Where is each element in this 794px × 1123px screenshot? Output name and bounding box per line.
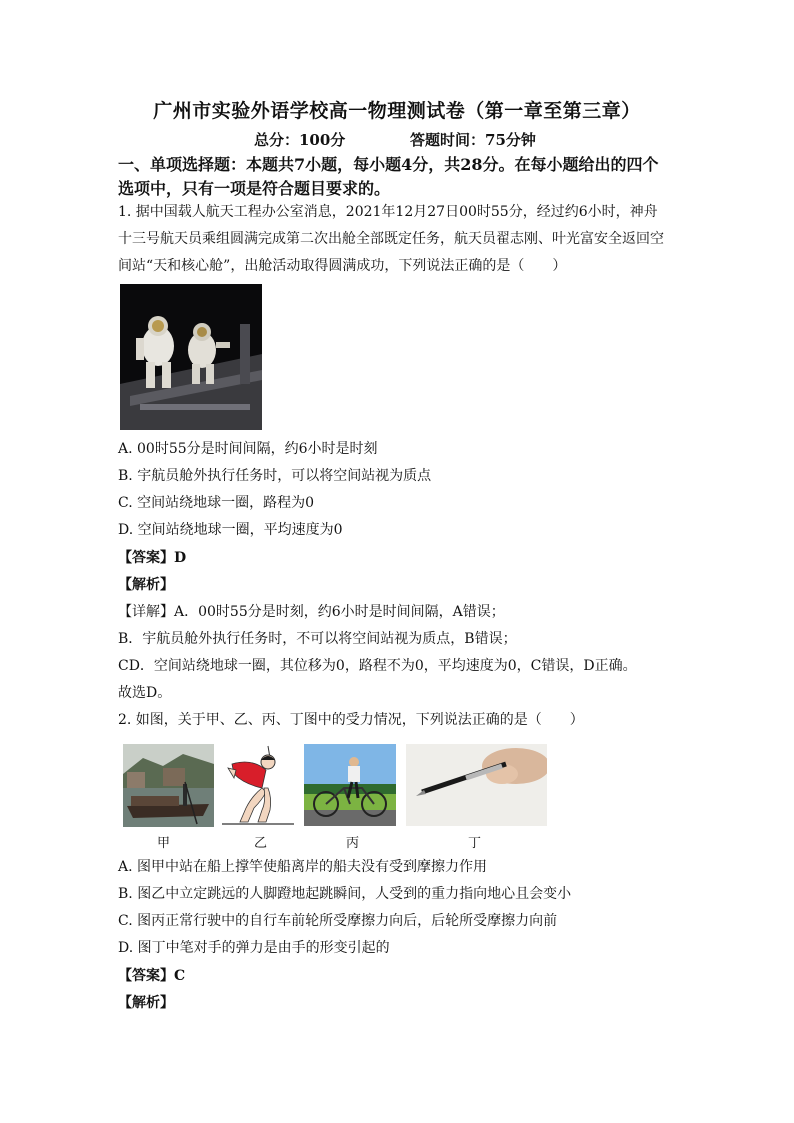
q1-stem-line2: 十三号航天员乘组圆满完成第二次出舱全部既定任务，航天员翟志刚、叶光富安全返回空 xyxy=(118,231,664,247)
q1-answer: 【答案】D xyxy=(118,550,187,566)
caption-bing: 丙 xyxy=(346,836,360,851)
q1-detail-line2: B．宇航员舱外执行任务时，不可以将空间站视为质点，B错误； xyxy=(118,631,517,647)
figure-jia-boat xyxy=(123,744,214,827)
figure-ding-pen xyxy=(406,744,547,826)
q2-answer: 【答案】C xyxy=(118,968,186,984)
q2-option-b: B. 图乙中立定跳远的人脚蹬地起跳瞬间，人受到的重力指向地心且会变小 xyxy=(118,886,572,902)
astronaut-photo xyxy=(120,284,262,430)
q2-option-a: A. 图甲中站在船上撑竿使船离岸的船夫没有受到摩擦力作用 xyxy=(118,859,488,875)
q1-option-a: A. 00时55分是时间间隔，约6小时是时刻 xyxy=(118,441,378,457)
cyclist-illustration xyxy=(304,744,396,826)
section-heading-line2: 选项中，只有一项是符合题目要求的。 xyxy=(118,179,391,198)
caption-jia: 甲 xyxy=(157,836,171,851)
q1-analysis-label: 【解析】 xyxy=(118,577,174,593)
q1-option-b: B. 宇航员舱外执行任务时，可以将空间站视为质点 xyxy=(118,468,432,484)
boat-illustration xyxy=(123,744,214,827)
q2-option-c: C. 图丙正常行驶中的自行车前轮所受摩擦力向后，后轮所受摩擦力向前 xyxy=(118,913,558,929)
section-heading-line1: 一、单项选择题：本题共7小题，每小题4分，共28分。在每小题给出的四个 xyxy=(118,155,659,174)
caption-ding: 丁 xyxy=(468,836,482,851)
q1-detail-line4: 故选D。 xyxy=(118,685,172,701)
figure-bing-cyclist xyxy=(304,744,396,826)
pen-illustration xyxy=(406,744,547,826)
q2-option-d: D. 图丁中笔对手的弹力是由手的形变引起的 xyxy=(118,940,390,956)
caption-yi: 乙 xyxy=(254,836,268,851)
q2-stem: 2. 如图，关于甲、乙、丙、丁图中的受力情况，下列说法正确的是（ ） xyxy=(118,712,584,728)
q2-analysis-label: 【解析】 xyxy=(118,995,174,1011)
q1-option-c: C. 空间站绕地球一圈，路程为0 xyxy=(118,495,315,511)
figure-yi-jumper xyxy=(222,744,294,826)
q1-option-d: D. 空间站绕地球一圈，平均速度为0 xyxy=(118,522,343,538)
total-score: 总分：100分 xyxy=(254,131,346,149)
time-limit: 答题时间：75分钟 xyxy=(410,131,536,149)
jumper-illustration xyxy=(222,744,294,826)
q1-detail-line3: CD．空间站绕地球一圈，其位移为0，路程不为0，平均速度为0，C错误，D正确。 xyxy=(118,658,637,674)
q1-detail-line1: 【详解】A．00时55分是时刻，约6小时是时间间隔，A错误； xyxy=(118,604,505,620)
q1-stem-line1: 1. 据中国载人航天工程办公室消息，2021年12月27日00时55分，经过约6小时，神舟 xyxy=(118,204,658,220)
astronaut-illustration xyxy=(120,284,262,430)
q1-stem-line3: 间站“天和核心舱”，出舱活动取得圆满成功，下列说法正确的是（ ） xyxy=(118,258,567,274)
exam-title: 广州市实验外语学校高一物理测试卷（第一章至第三章） xyxy=(153,100,641,122)
